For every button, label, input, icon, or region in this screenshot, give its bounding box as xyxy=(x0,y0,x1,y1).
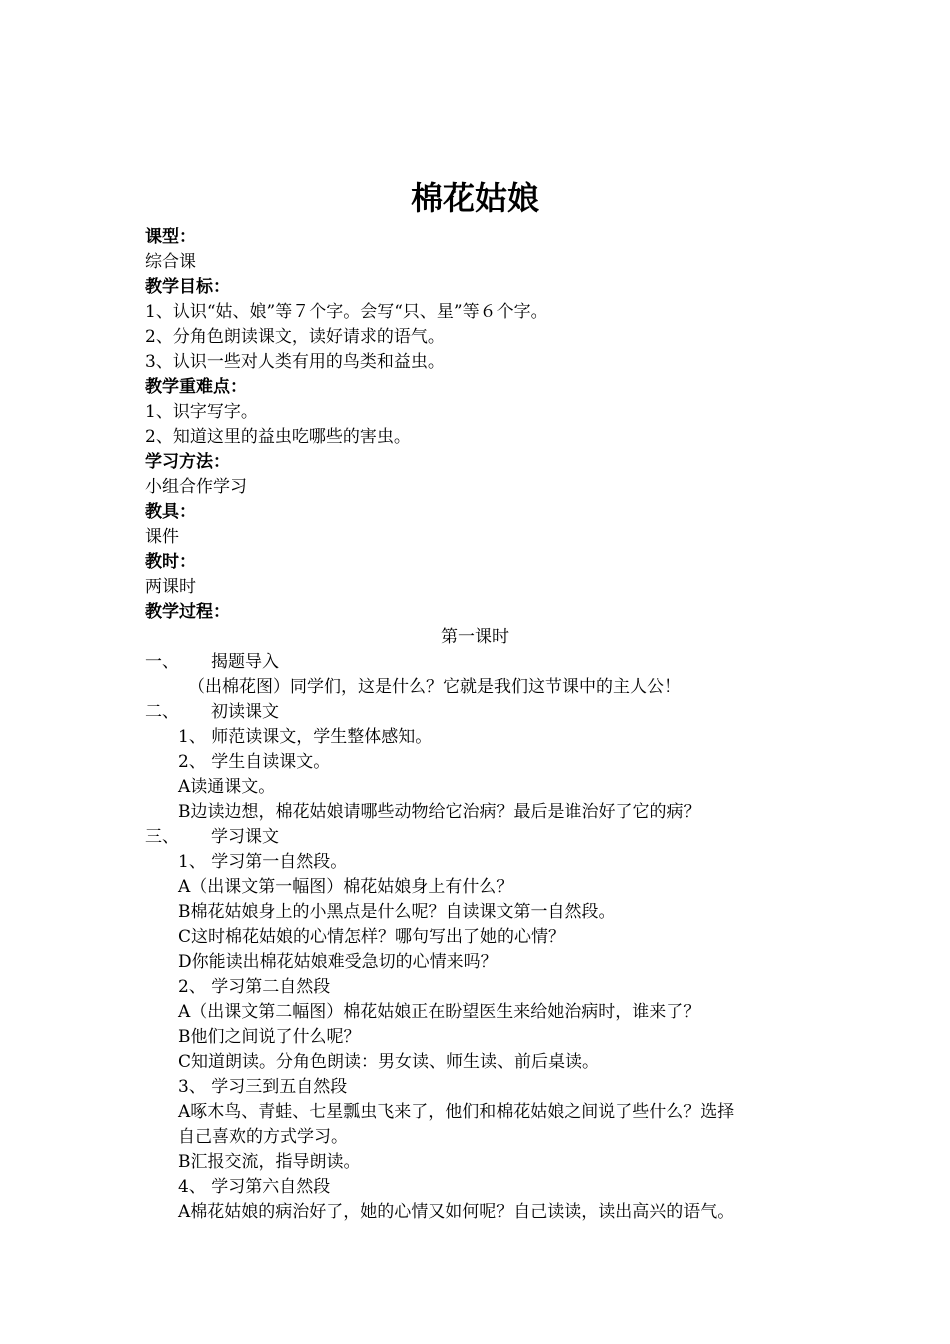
part-heading xyxy=(145,651,279,673)
list-item: 3、 学习三到五自然段 xyxy=(178,1077,348,1097)
list-item: A读通课文。 xyxy=(178,777,276,797)
key-point-item: 2、知道这里的益虫吃哪些的害虫。 xyxy=(145,427,411,447)
tools-value: 课件 xyxy=(145,527,179,547)
hours-value: 两课时 xyxy=(145,577,196,597)
list-item: B汇报交流，指导朗读。 xyxy=(178,1152,361,1172)
method-value: 小组合作学习 xyxy=(145,477,247,497)
list-item: A（出课文第一幅图）棉花姑娘身上有什么？ xyxy=(178,877,514,897)
period-title: 第一课时 xyxy=(441,627,509,647)
goals-label: 教学目标： xyxy=(145,277,230,297)
key-points-label: 教学重难点： xyxy=(145,377,247,397)
list-item: 1、 学习第一自然段。 xyxy=(178,852,348,872)
list-item: 1、 师范读课文，学生整体感知。 xyxy=(178,727,433,747)
list-item: D你能读出棉花姑娘难受急切的心情来吗？ xyxy=(178,952,498,972)
part-title: 揭题导入 xyxy=(211,652,279,672)
list-item: 2、 学习第二自然段 xyxy=(178,977,331,997)
process-label: 教学过程： xyxy=(145,602,230,622)
list-item: B棉花姑娘身上的小黑点是什么呢？自读课文第一自然段。 xyxy=(178,902,616,922)
part-heading xyxy=(145,826,279,848)
goal-item: 1、认识“姑、娘”等７个字。会写“只、星”等６个字。 xyxy=(145,302,548,322)
goal-item: 2、分角色朗读课文，读好请求的语气。 xyxy=(145,327,445,347)
list-item: B他们之间说了什么呢？ xyxy=(178,1027,361,1047)
list-item: C知道朗读。分角色朗读：男女读、师生读、前后桌读。 xyxy=(178,1052,600,1072)
list-item: A（出课文第二幅图）棉花姑娘正在盼望医生来给她治病时，谁来了？ xyxy=(178,1002,701,1022)
part-text: （出棉花图）同学们，这是什么？它就是我们这节课中的主人公！ xyxy=(188,677,681,697)
list-item: A棉花姑娘的病治好了，她的心情又如何呢？自己读读，读出高兴的语气。 xyxy=(178,1202,735,1222)
goal-item: 3、认识一些对人类有用的鸟类和益虫。 xyxy=(145,352,445,372)
part-title: 初读课文 xyxy=(211,702,279,722)
part-heading xyxy=(145,701,279,723)
part-number: 二、 xyxy=(145,702,179,722)
list-item: B边读边想，棉花姑娘请哪些动物给它治病？最后是谁治好了它的病？ xyxy=(178,802,701,822)
hours-label: 教时： xyxy=(145,552,196,572)
lesson-type-value: 综合课 xyxy=(145,252,196,272)
key-point-item: 1、识字写字。 xyxy=(145,402,258,422)
list-item: A啄木鸟、青蛙、七星瓢虫飞来了，他们和棉花姑娘之间说了些什么？选择 xyxy=(178,1102,735,1122)
list-item: 2、 学生自读课文。 xyxy=(178,752,331,772)
list-item: 4、 学习第六自然段 xyxy=(178,1177,331,1197)
document-title: 棉花姑娘 xyxy=(410,179,539,217)
method-label: 学习方法： xyxy=(145,452,230,472)
tools-label: 教具： xyxy=(145,502,196,522)
list-item: C这时棉花姑娘的心情怎样？哪句写出了她的心情？ xyxy=(178,927,566,947)
list-item: 自己喜欢的方式学习。 xyxy=(178,1127,348,1147)
part-title: 学习课文 xyxy=(211,827,279,847)
lesson-type-label: 课型： xyxy=(145,227,196,247)
part-number: 三、 xyxy=(145,827,179,847)
part-number: 一、 xyxy=(145,652,179,672)
